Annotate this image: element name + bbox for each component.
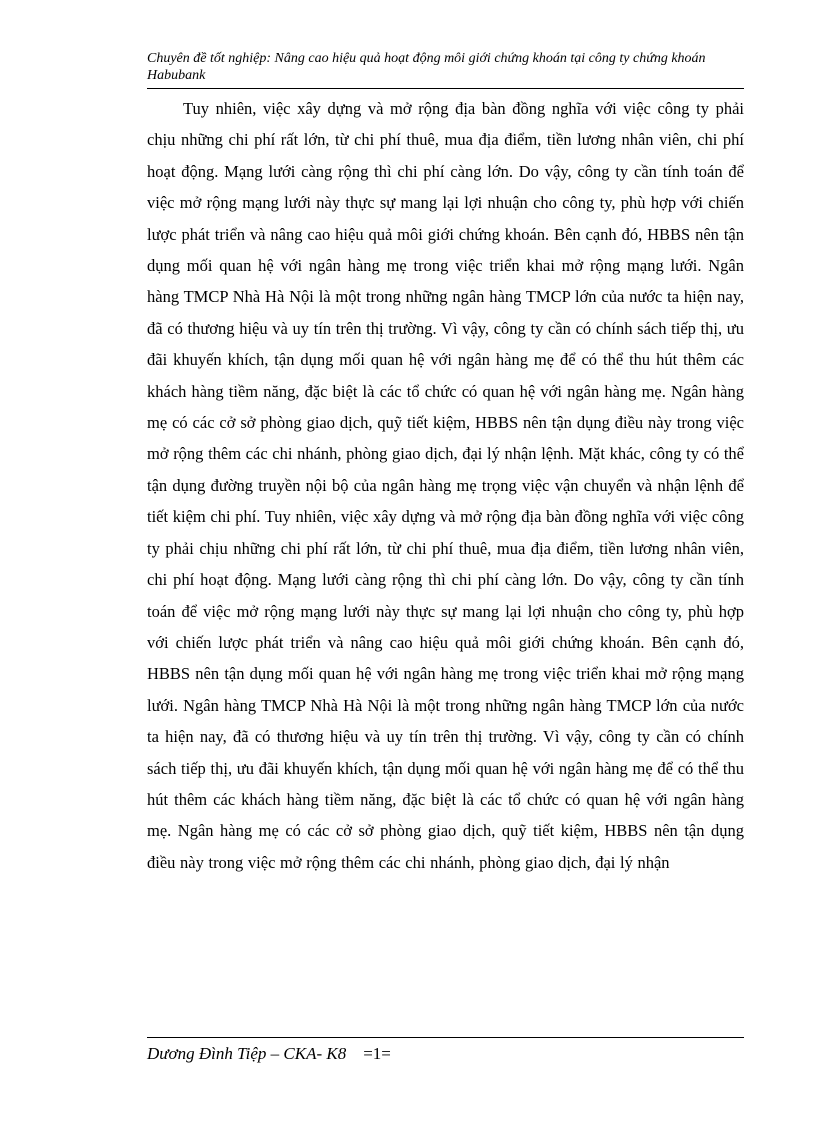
footer-author: Dương Đình Tiệp – CKA- K8 [147,1044,347,1063]
running-header: Chuyên đề tốt nghiệp: Nâng cao hiệu quả hoạt động môi giới chứng khoán tại công ty chứng khoán Habubank [147,51,706,83]
footer-divider [147,1037,744,1038]
page-number: =1= [363,1044,391,1063]
header-divider [147,88,744,89]
running-footer [147,1044,391,1064]
body-paragraph: Tuy nhiên, việc xây dựng và mở rộng địa bàn đồng nghĩa với việc công ty phải chịu những chi phí rất lớn, từ chi phí thuê, mua địa điểm, tiền lương nhân viên, chi phí hoạt động. Mạng lưới càng rộng thì chi phí càng lớn. Do vậy, công ty cần tính toán để việc mở rộng mạng lưới này thực sự mang lại lợi nhuận cho công ty, phù hợp với chiến lược phát triển và nâng cao hiệu quả môi giới chứng khoán. Bên cạnh đó, HBBS nên tận dụng mối quan hệ với ngân hàng mẹ trong việc triển khai mở rộng mạng lưới. Ngân hàng TMCP Nhà Hà Nội là một trong những ngân hàng TMCP lớn của nước ta hiện nay, đã có thương hiệu và uy tín trên thị trường. Vì vậy, công ty cần có chính sách tiếp thị, ưu đãi khuyến khích, tận dụng mối quan hệ với ngân hàng mẹ để có thể thu hút thêm các khách hàng tiềm năng, đặc biệt là các tổ chức có quan hệ với ngân hàng mẹ. Ngân hàng mẹ có các cở sở phòng giao dịch, quỹ tiết kiệm, HBBS nên tận dụng điều này trong việc mở rộng thêm các chi nhánh, phòng giao dịch, đại lý nhận lệnh. Mặt khác, công ty có thể tận dụng đường truyền nội bộ của ngân hàng mẹ trọng việc vận chuyển và nhận lệnh để tiết kiệm chi phí. Tuy nhiên, việc xây dựng và mở rộng địa bàn đồng nghĩa với việc công ty phải chịu những chi phí rất lớn, từ chi phí thuê, mua địa điểm, tiền lương nhân viên, chi phí hoạt động. Mạng lưới càng rộng thì chi phí càng lớn. Do vậy, công ty cần tính toán để việc mở rộng mạng lưới này thực sự mang lại lợi nhuận cho công ty, phù hợp với chiến lược phát triển và nâng cao hiệu quả môi giới chứng khoán. Bên cạnh đó, HBBS nên tận dụng mối quan hệ với ngân hàng mẹ trong việc triển khai mở rộng mạng lưới. Ngân hàng TMCP Nhà Hà Nội là một trong những ngân hàng TMCP lớn của nước ta hiện nay, đã có thương hiệu và uy tín trên thị trường. Vì vậy, công ty cần có chính sách tiếp thị, ưu đãi khuyến khích, tận dụng mối quan hệ với ngân hàng mẹ để có thể thu hút thêm các khách hàng tiềm năng, đặc biệt là các tổ chức có quan hệ với ngân hàng mẹ. Ngân hàng mẹ có các cở sở phòng giao dịch, quỹ tiết kiệm, HBBS nên tận dụng điều này trong việc mở rộng thêm các chi nhánh, phòng giao dịch, đại lý nhận [147,99,744,872]
